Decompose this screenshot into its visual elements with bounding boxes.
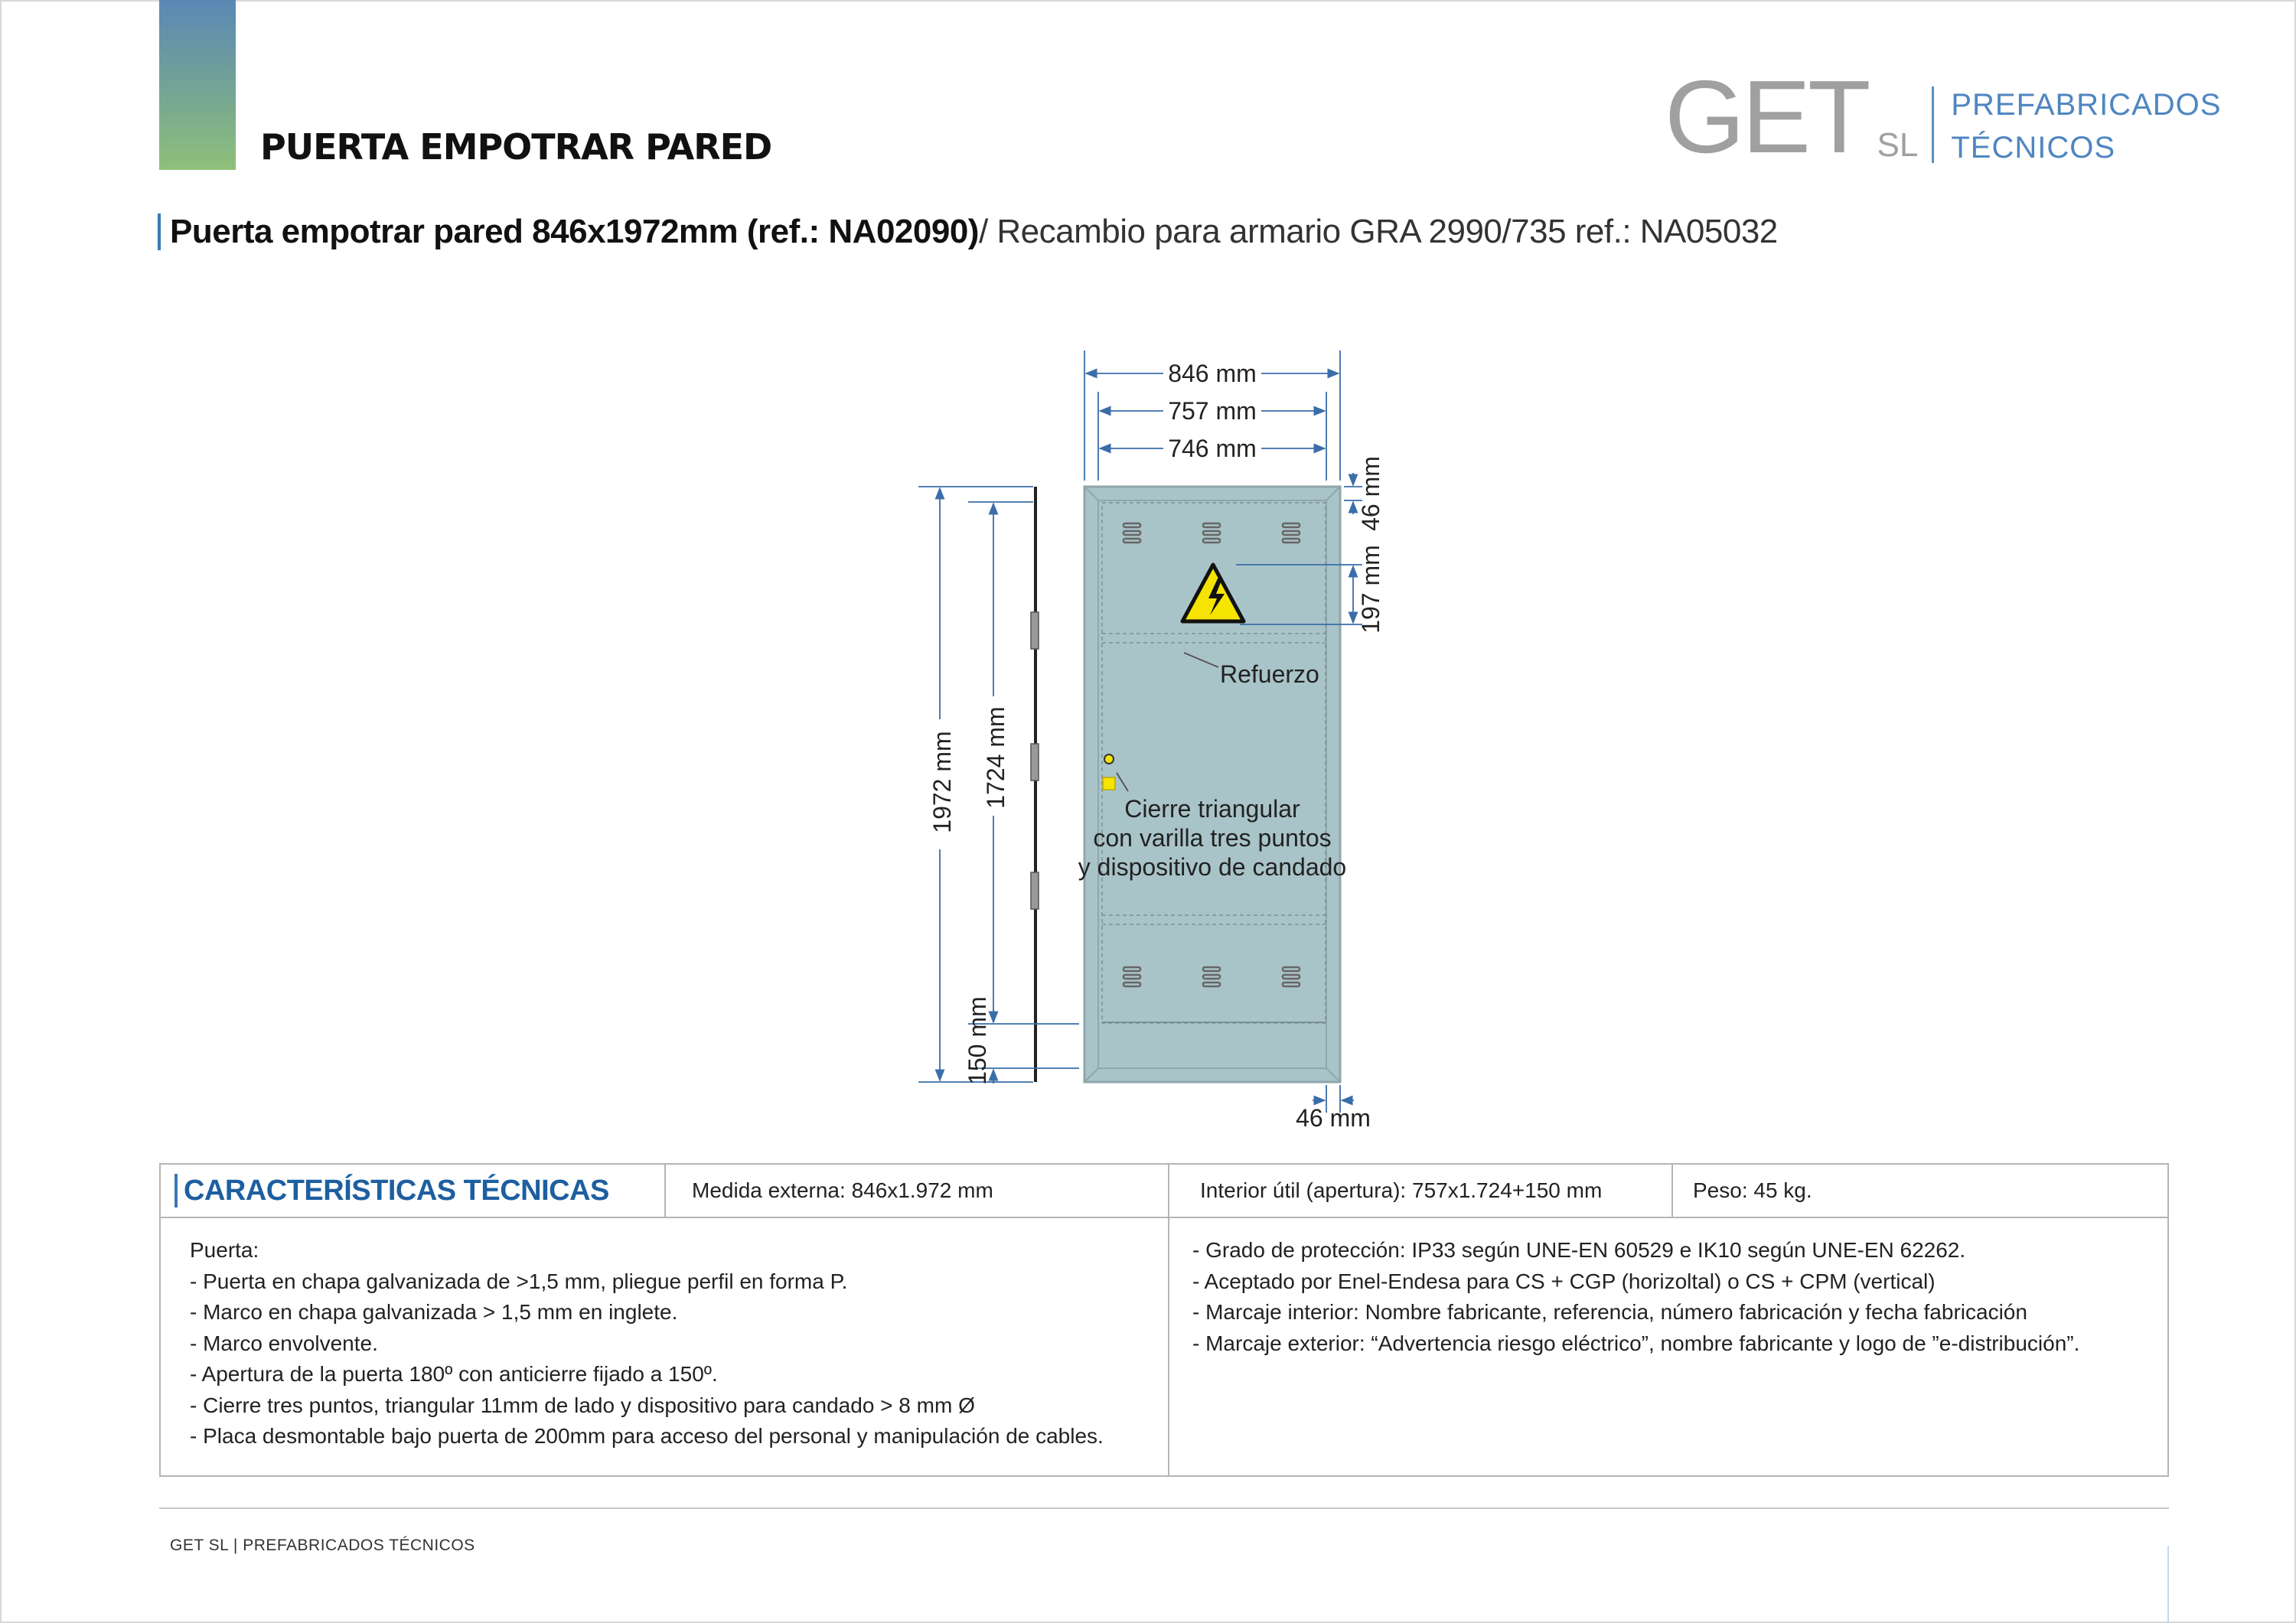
spec-right-line: - Grado de protección: IP33 según UNE-EN 60529 e IK10 según UNE-EN 62262. bbox=[1192, 1238, 1966, 1262]
specs-title: CARACTERÍSTICAS TÉCNICAS bbox=[184, 1174, 609, 1207]
dim-width-846: 846 mm bbox=[1168, 360, 1257, 387]
spec-left-line: - Puerta en chapa galvanizada de >1,5 mm, pliegue perfil en forma P. bbox=[190, 1269, 848, 1293]
specs-right-column bbox=[1169, 1217, 2167, 1475]
dim-height-1724: 1724 mm bbox=[982, 706, 1009, 809]
lock-label-line-3: y dispositivo de candado bbox=[1078, 853, 1347, 881]
footer bbox=[170, 1537, 475, 1555]
lock-label-line-1: Cierre triangular bbox=[1124, 795, 1300, 823]
dim-bottom-46: 46 mm bbox=[1296, 1104, 1371, 1132]
logo-line-2: TÉCNICOS bbox=[1951, 131, 2116, 165]
dim-top-46: 46 mm bbox=[1357, 456, 1384, 531]
specs-title-cell bbox=[161, 1165, 666, 1217]
spec-left-line: Puerta: bbox=[190, 1238, 259, 1262]
dim-height-1972: 1972 mm bbox=[928, 731, 956, 833]
logo-sl: SL bbox=[1877, 126, 1919, 164]
spec-interior-util: Interior útil (apertura): 757x1.724+150 mm bbox=[1169, 1165, 1673, 1217]
logo-get: GET bbox=[1665, 59, 1868, 174]
specs-left-column bbox=[161, 1217, 1169, 1475]
dim-height-150: 150 mm bbox=[964, 996, 991, 1085]
footer-separator: | bbox=[233, 1537, 238, 1554]
footer-tagline: PREFABRICADOS TÉCNICOS bbox=[243, 1537, 475, 1554]
spec-left-line: - Cierre tres puntos, triangular 11mm de lado y dispositivo para candado > 8 mm Ø bbox=[190, 1393, 975, 1417]
product-title-rest: / Recambio para armario GRA 2990/735 ref.: NA05032 bbox=[978, 213, 1778, 250]
door-side-profile bbox=[1031, 487, 1039, 1082]
logo-line-1: PREFABRICADOS bbox=[1951, 88, 2222, 122]
refuerzo-label: Refuerzo bbox=[1220, 660, 1319, 688]
spec-left-line: - Placa desmontable bajo puerta de 200mm para acceso del personal y manipulación de cables. bbox=[190, 1424, 1104, 1448]
dim-width-757: 757 mm bbox=[1168, 397, 1257, 425]
spec-left-line: - Apertura de la puerta 180º con anticierre fijado a 150º. bbox=[190, 1362, 718, 1386]
spec-left-line: - Marco en chapa galvanizada > 1,5 mm en inglete. bbox=[190, 1300, 678, 1324]
specs-header-row bbox=[161, 1165, 2167, 1218]
footer-vertical-line bbox=[2167, 1546, 2169, 1623]
spec-right-line: - Marcaje exterior: “Advertencia riesgo eléctrico”, nombre fabricante y logo de ”e-distribución”. bbox=[1192, 1331, 2080, 1355]
lock-label-line-2: con varilla tres puntos bbox=[1093, 824, 1332, 852]
spec-left-line: - Marco envolvente. bbox=[190, 1331, 378, 1355]
dim-width-746: 746 mm bbox=[1168, 435, 1257, 462]
spec-peso: Peso: 45 kg. bbox=[1693, 1178, 1812, 1202]
spec-right-line: - Marcaje interior: Nombre fabricante, referencia, número fabricación y fecha fabricación bbox=[1192, 1300, 2027, 1324]
section-title: PUERTA EMPOTRAR PARED bbox=[260, 126, 772, 168]
technical-specs-table bbox=[159, 1163, 2169, 1477]
footer-brand: GET SL bbox=[170, 1537, 229, 1554]
footer-divider bbox=[159, 1507, 2169, 1509]
product-title-bold: Puerta empotrar pared 846x1972mm (ref.: NA02090) bbox=[170, 213, 979, 250]
dim-197: 197 mm bbox=[1357, 545, 1384, 634]
spec-medida-externa: Medida externa: 846x1.972 mm bbox=[666, 1165, 1169, 1217]
spec-right-line: - Aceptado por Enel-Endesa para CS + CGP (horizoltal) o CS + CPM (vertical) bbox=[1192, 1269, 1936, 1293]
specs-title-accent bbox=[174, 1174, 178, 1207]
